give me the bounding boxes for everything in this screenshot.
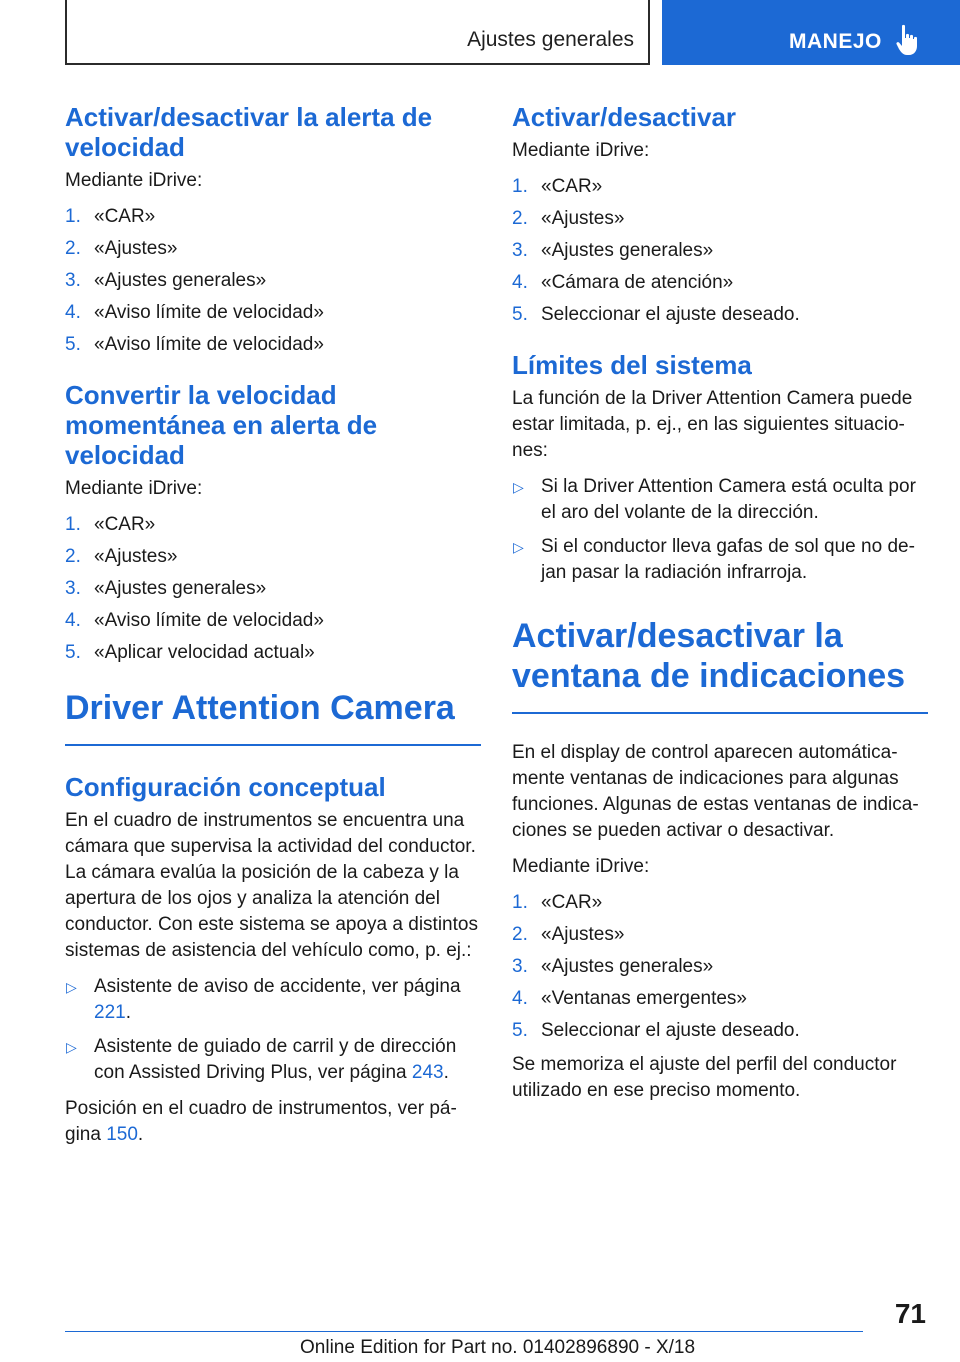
step-text: «CAR» bbox=[94, 514, 156, 535]
step-text: «Ajustes» bbox=[541, 208, 625, 229]
step-text: «Ajustes generales» bbox=[94, 578, 267, 599]
step-text: «Aviso límite de velocidad» bbox=[94, 610, 324, 631]
dac-title: Driver Attention Camera bbox=[65, 689, 455, 727]
list-item bbox=[65, 512, 481, 538]
step-text: «Ajustes generales» bbox=[541, 240, 714, 261]
pointing-hand-icon bbox=[896, 24, 920, 56]
limits-heading: Límites del sistema bbox=[512, 350, 752, 380]
page-link[interactable]: 243 bbox=[411, 1062, 444, 1083]
activate-section bbox=[512, 102, 928, 328]
step-number: 5. bbox=[512, 1020, 528, 1041]
popup-title-block bbox=[512, 616, 928, 714]
step-text: «Ajustes generales» bbox=[541, 956, 714, 977]
step-text: «CAR» bbox=[94, 206, 156, 227]
triangle-bullet-icon: ▷ bbox=[66, 1039, 77, 1055]
step-number: 1. bbox=[512, 176, 528, 197]
bullet-text: Asistente de guiado de carril y de dirección con Assisted Driving Plus, ver página bbox=[94, 1036, 457, 1083]
list-item bbox=[512, 302, 928, 328]
list-item bbox=[512, 270, 928, 296]
list-item bbox=[65, 576, 481, 602]
limits-section bbox=[512, 350, 928, 586]
step-text: «Ajustes» bbox=[94, 546, 178, 567]
convert-speed-intro: Mediante iDrive: bbox=[65, 478, 203, 499]
page-link[interactable]: 221 bbox=[94, 1002, 126, 1023]
popup-section bbox=[512, 740, 928, 1104]
left-column bbox=[65, 102, 481, 1158]
step-text: Seleccionar el ajuste deseado. bbox=[541, 304, 800, 325]
bullet-text: Asistente de aviso de accidente, ver página bbox=[94, 976, 461, 997]
limits-text: La función de la Driver Attention Camera puede estar limitada, p. ej., en las siguientes situaciones: bbox=[512, 388, 913, 461]
list-item bbox=[65, 332, 481, 358]
step-text: «Aviso límite de velocidad» bbox=[94, 334, 324, 355]
step-text: «CAR» bbox=[541, 892, 603, 913]
list-item bbox=[512, 206, 928, 232]
activate-heading: Activar/desactivar bbox=[512, 102, 737, 132]
step-number: 4. bbox=[65, 610, 81, 631]
popup-steps bbox=[512, 890, 928, 1044]
triangle-bullet-icon: ▷ bbox=[513, 479, 524, 495]
list-item bbox=[65, 640, 481, 666]
step-text: «Ajustes» bbox=[94, 238, 178, 259]
dac-title-block bbox=[65, 688, 481, 746]
speed-alert-steps bbox=[65, 204, 481, 358]
list-item bbox=[65, 236, 481, 262]
header-section-title: Ajustes generales bbox=[467, 28, 634, 51]
concept-bullets bbox=[65, 974, 481, 1086]
bullet-text: Si el conductor lleva gafas de sol que no dejan pasar la radiación infrarroja. bbox=[541, 536, 915, 583]
speed-alert-heading: Activar/desactivar la alerta de velocidad bbox=[65, 102, 433, 162]
bullet-text: Si la Driver Attention Camera está oculta por el aro del volante de la dirección. bbox=[541, 476, 916, 523]
popup-intro: Mediante iDrive: bbox=[512, 856, 650, 877]
header-chapter-tab bbox=[662, 0, 960, 65]
page-number: 71 bbox=[894, 1298, 926, 1329]
speed-alert-intro: Mediante iDrive: bbox=[65, 170, 203, 191]
header-chapter-title: MANEJO bbox=[789, 30, 882, 53]
step-text: Seleccionar el ajuste deseado. bbox=[541, 1020, 800, 1041]
list-item bbox=[512, 238, 928, 264]
position-end: . bbox=[137, 1124, 144, 1145]
list-item bbox=[65, 300, 481, 326]
step-number: 2. bbox=[512, 924, 528, 945]
triangle-bullet-icon: ▷ bbox=[513, 539, 524, 555]
list-item bbox=[512, 922, 928, 948]
position-text bbox=[65, 1096, 481, 1148]
step-number: 1. bbox=[512, 892, 528, 913]
list-item bbox=[65, 204, 481, 230]
step-number: 4. bbox=[512, 272, 528, 293]
list-item bbox=[512, 986, 928, 1012]
bullet-end: . bbox=[443, 1062, 449, 1083]
list-item bbox=[65, 1034, 481, 1086]
list-item bbox=[512, 534, 928, 586]
list-item bbox=[65, 544, 481, 570]
step-number: 3. bbox=[65, 578, 81, 599]
speed-alert-section bbox=[65, 102, 481, 358]
bullet-end: . bbox=[125, 1002, 131, 1023]
list-item bbox=[65, 608, 481, 634]
popup-note: Se memoriza el ajuste del perfil del conductor utilizado en ese preciso momento. bbox=[512, 1054, 897, 1101]
concept-heading: Configuración conceptual bbox=[65, 772, 386, 802]
list-item bbox=[512, 954, 928, 980]
triangle-bullet-icon: ▷ bbox=[66, 979, 77, 995]
step-text: «Ventanas emergentes» bbox=[541, 988, 747, 1009]
step-number: 3. bbox=[512, 956, 528, 977]
step-number: 4. bbox=[512, 988, 528, 1009]
list-item bbox=[65, 268, 481, 294]
list-item bbox=[512, 474, 928, 526]
list-item bbox=[65, 974, 481, 1026]
convert-speed-heading: Convertir la velocidad momentánea en alerta de velocidad bbox=[65, 380, 378, 470]
popup-title: Activar/desactivar la ventana de indicaciones bbox=[512, 617, 906, 695]
concept-text: En el cuadro de instrumentos se encuentra una cámara que supervisa la actividad del conductor. La cámara evalúa la posición de la cabeza y la apertura de los ojos y analiza la atención del conductor. Con este sistema se apoya a distintos sistemas de asistencia del vehículo como, p. ej.: bbox=[65, 810, 478, 961]
footer-divider bbox=[65, 1331, 863, 1332]
position-label: Posición en el cuadro de instrumentos, ver página bbox=[65, 1098, 457, 1145]
page-link[interactable]: 150 bbox=[106, 1124, 138, 1145]
step-number: 4. bbox=[65, 302, 81, 323]
header-section-box bbox=[65, 0, 650, 65]
step-number: 3. bbox=[65, 270, 81, 291]
step-number: 1. bbox=[65, 206, 81, 227]
step-text: «Cámara de atención» bbox=[541, 272, 734, 293]
step-text: «Aplicar velocidad actual» bbox=[94, 642, 315, 663]
step-number: 2. bbox=[65, 546, 81, 567]
activate-steps bbox=[512, 174, 928, 328]
concept-section bbox=[65, 772, 481, 1148]
footer-edition: Online Edition for Part no. 01402896890 - X/18 bbox=[300, 1337, 696, 1358]
limits-bullets bbox=[512, 474, 928, 586]
popup-text: En el display de control aparecen automáticamente ventanas de indicaciones para algunas funciones. Algunas de estas ventanas de indicaciones se pueden activar o desactivar. bbox=[512, 742, 919, 841]
list-item bbox=[512, 174, 928, 200]
step-number: 3. bbox=[512, 240, 528, 261]
step-text: «CAR» bbox=[541, 176, 603, 197]
step-number: 5. bbox=[65, 642, 81, 663]
step-number: 2. bbox=[512, 208, 528, 229]
step-number: 1. bbox=[65, 514, 81, 535]
step-text: «Ajustes generales» bbox=[94, 270, 267, 291]
convert-speed-section bbox=[65, 380, 481, 666]
step-text: «Aviso límite de velocidad» bbox=[94, 302, 324, 323]
list-item bbox=[512, 1018, 928, 1044]
convert-speed-steps bbox=[65, 512, 481, 666]
step-text: «Ajustes» bbox=[541, 924, 625, 945]
step-number: 2. bbox=[65, 238, 81, 259]
step-number: 5. bbox=[512, 304, 528, 325]
right-column bbox=[512, 102, 928, 1114]
activate-intro: Mediante iDrive: bbox=[512, 140, 650, 161]
step-number: 5. bbox=[65, 334, 81, 355]
list-item bbox=[512, 890, 928, 916]
